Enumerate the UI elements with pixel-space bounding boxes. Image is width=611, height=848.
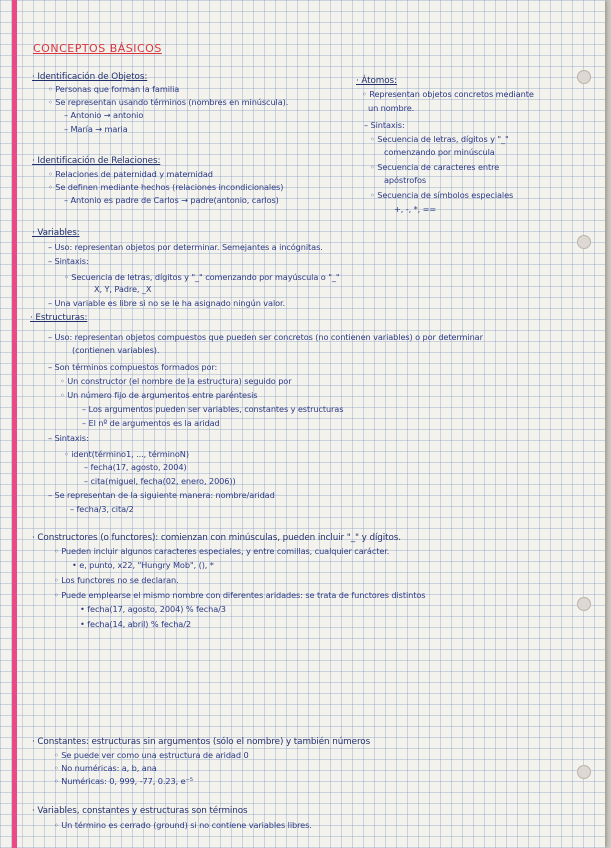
note-line: ◦ Un constructor (el nombre de la estructura) seguido por	[60, 376, 292, 386]
note-line: ◦ Representan objetos concretos mediante	[362, 89, 534, 99]
note-line: ◦ Secuencia de letras, dígitos y "_" comenzando por mayúscula o "_"	[64, 272, 340, 282]
margin-line	[12, 0, 17, 848]
note-line: ◦ Los functores no se declaran.	[54, 575, 179, 585]
note-line: ◦ Secuencia de símbolos especiales	[370, 190, 514, 200]
heading-variables: · Variables:	[32, 228, 80, 238]
note-line: X, Y, Padre, _X	[94, 284, 152, 294]
note-line: ◦ Personas que forman la familia	[48, 84, 180, 94]
note-line: • fecha(17, agosto, 2004) % fecha/3	[80, 604, 226, 614]
note-line: ◦ Pueden incluir algunos caracteres especiales, y entre comillas, cualquier carácter.	[54, 546, 390, 556]
heading-identificacion-relaciones: · Identificación de Relaciones:	[32, 156, 161, 166]
note-line: ◦ No numéricas: a, b, ana	[54, 763, 157, 773]
note-line: – Son términos compuestos formados por:	[48, 362, 218, 372]
note-line: ◦ Un término es cerrado (ground) si no contiene variables libres.	[54, 820, 312, 830]
note-line: ◦ Numéricas: 0, 999, -77, 0.23, e⁻⁵	[54, 776, 193, 786]
note-line: – Se representan de la siguiente manera: nombre/aridad	[48, 490, 275, 500]
heading-constructores: · Constructores (o functores): comienzan con minúsculas, pueden incluir "_" y dígitos.	[32, 533, 401, 543]
note-line: comenzando por minúscula	[384, 147, 495, 157]
note-line: – fecha/3, cita/2	[70, 504, 134, 514]
note-line: ◦ Relaciones de paternidad y maternidad	[48, 169, 213, 179]
note-line: – Sintaxis:	[48, 256, 89, 266]
note-line: un nombre.	[368, 103, 415, 113]
note-line: – Sintaxis:	[364, 120, 405, 130]
heading-constantes: · Constantes: estructuras sin argumentos (sólo el nombre) y también números	[32, 737, 371, 747]
binder-hole	[577, 765, 591, 779]
note-line: – Antonio es padre de Carlos → padre(antonio, carlos)	[64, 195, 279, 205]
note-line: (contienen variables).	[72, 345, 160, 355]
note-line: – El nº de argumentos es la aridad	[82, 418, 220, 428]
note-line: – Una variable es libre si no se le ha asignado ningún valor.	[48, 298, 286, 308]
note-line: ◦ ident(término1, ..., términoN)	[64, 449, 189, 459]
note-line: +, -, *, ==	[394, 204, 437, 214]
note-line: ◦ Se puede ver como una estructura de aridad 0	[54, 750, 249, 760]
note-line: ◦ Puede emplearse el mismo nombre con diferentes aridades: se trata de functores distintos	[54, 590, 426, 600]
note-line: – María → maria	[64, 124, 128, 134]
note-line: – Uso: representan objetos por determinar. Semejantes a incógnitas.	[48, 242, 323, 252]
heading-atomos: · Átomos:	[356, 76, 397, 86]
heading-estructuras: · Estructuras:	[30, 313, 88, 323]
note-line: ◦ Se definen mediante hechos (relaciones incondicionales)	[48, 182, 284, 192]
note-line: • fecha(14, abril) % fecha/2	[80, 619, 191, 629]
heading-identificacion-objetos: · Identificación de Objetos:	[32, 72, 148, 82]
note-line: ◦ Se representan usando términos (nombres en minúscula).	[48, 97, 289, 107]
note-line: apóstrofos	[384, 175, 427, 185]
note-line: – Los argumentos pueden ser variables, constantes y estructuras	[82, 404, 344, 414]
page-title: CONCEPTOS BÁSICOS	[33, 42, 162, 55]
binder-hole	[577, 70, 591, 84]
note-line: ◦ Secuencia de letras, dígitos y "_"	[370, 134, 509, 144]
heading-terminos: · Variables, constantes y estructuras son términos	[32, 806, 248, 816]
note-line: ◦ Un número fijo de argumentos entre paréntesis	[60, 390, 258, 400]
note-line: – cita(miguel, fecha(02, enero, 2006))	[84, 476, 236, 486]
binder-hole	[577, 235, 591, 249]
note-line: – Sintaxis:	[48, 433, 89, 443]
note-line: – Uso: representan objetos compuestos que pueden ser concretos (no contienen variables) o por determinar	[48, 332, 483, 342]
note-line: • e, punto, x22, "Hungry Mob", (), *	[72, 560, 214, 570]
binder-hole	[577, 597, 591, 611]
note-line: – Antonio → antonio	[64, 110, 144, 120]
note-line: ◦ Secuencia de caracteres entre	[370, 162, 500, 172]
note-line: – fecha(17, agosto, 2004)	[84, 462, 187, 472]
